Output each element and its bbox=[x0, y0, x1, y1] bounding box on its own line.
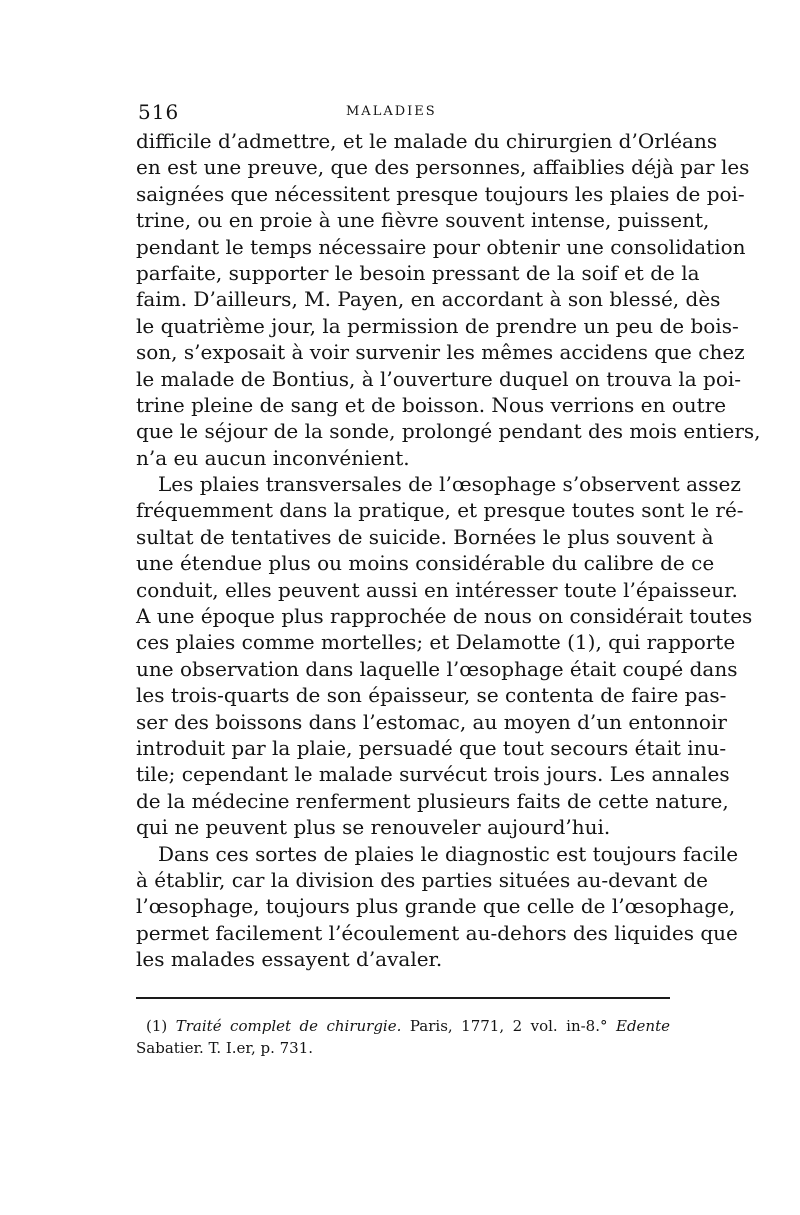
text-line: de la médecine renferment plusieurs faits de cette nature, bbox=[136, 788, 729, 813]
text-line: trine pleine de sang et de boisson. Nous verrions en outre bbox=[136, 392, 727, 417]
text-line: son, s’exposait à voir survenir les mêmes accidens que chez bbox=[136, 340, 745, 365]
text-line: sultat de tentatives de suicide. Bornées le plus souvent à bbox=[136, 524, 714, 549]
running-title: MALADIES bbox=[346, 104, 437, 119]
footnote-details: Paris, 1771, 2 vol. in-8.° bbox=[401, 1017, 608, 1035]
text-line: à établir, car la division des parties situées au-devant de bbox=[136, 867, 708, 892]
footnote-edition: Edente bbox=[616, 1017, 670, 1035]
text-line: une étendue plus ou moins considérable du calibre de ce bbox=[136, 551, 715, 576]
text-line: ser des boissons dans l’estomac, au moyen d’un entonnoir bbox=[136, 709, 727, 734]
text-line-paragraph-end: les malades essayent d’avaler. bbox=[136, 947, 443, 972]
body-text bbox=[136, 128, 761, 973]
text-line: saignées que nécessitent presque toujours les plaies de poi- bbox=[136, 181, 745, 206]
footnote-title: Traité complet de chirurgie. bbox=[175, 1017, 402, 1035]
text-line-paragraph-start: Les plaies transversales de l’œsophage s’observent assez bbox=[158, 472, 741, 497]
text-line-paragraph-start: Dans ces sortes de plaies le diagnostic est toujours facile bbox=[158, 841, 739, 866]
text-line: le malade de Bontius, à l’ouverture duquel on trouva la poi- bbox=[136, 366, 742, 391]
text-line: ces plaies comme mortelles; et Delamotte (1), qui rapporte bbox=[136, 630, 736, 655]
text-line-paragraph-end: n’a eu aucun inconvénient. bbox=[136, 445, 410, 470]
text-line: faim. D’ailleurs, M. Payen, en accordant à son blessé, dès bbox=[136, 287, 721, 312]
text-line: parfaite, supporter le besoin pressant de la soif et de la bbox=[136, 260, 700, 285]
text-line: A une époque plus rapprochée de nous on considérait toutes bbox=[136, 604, 753, 629]
text-line: fréquemment dans la pratique, et presque toutes sont le ré- bbox=[136, 498, 744, 523]
text-line: une observation dans laquelle l’œsophage était coupé dans bbox=[136, 656, 738, 681]
text-line: permet facilement l’écoulement au-dehors des liquides que bbox=[136, 920, 738, 945]
text-line: difficile d’admettre, et le malade du chirurgien d’Orléans bbox=[136, 129, 718, 153]
footnote-line-2: Sabatier. T. I.er, p. 731. bbox=[136, 1039, 314, 1057]
text-line: les trois-quarts de son épaisseur, se contenta de faire pas- bbox=[136, 683, 727, 708]
text-line: l’œsophage, toujours plus grande que celle de l’œsophage, bbox=[136, 894, 736, 919]
text-line: que le séjour de la sonde, prolongé pendant des mois entiers, bbox=[136, 419, 761, 444]
footnote-line bbox=[136, 1015, 670, 1037]
page-number: 516 bbox=[138, 100, 180, 124]
text-line: en est une preuve, que des personnes, affaiblies déjà par les bbox=[136, 155, 750, 180]
text-line: tile; cependant le malade survécut trois jours. Les annales bbox=[136, 762, 730, 787]
running-head bbox=[136, 94, 676, 124]
text-line: pendant le temps nécessaire pour obtenir une consolidation bbox=[136, 234, 746, 259]
text-line: trine, ou en proie à une fièvre souvent intense, puissent, bbox=[136, 208, 710, 233]
footnote-marker: (1) bbox=[146, 1017, 168, 1035]
text-line: le quatrième jour, la permission de prendre un peu de bois- bbox=[136, 313, 739, 338]
text-line-paragraph-end: qui ne peuvent plus se renouveler aujourd’hui. bbox=[136, 815, 611, 840]
text-line: conduit, elles peuvent aussi en intéresser toute l’épaisseur. bbox=[136, 577, 738, 602]
footnote-rule bbox=[136, 997, 670, 999]
text-line: introduit par la plaie, persuadé que tout secours était inu- bbox=[136, 735, 727, 760]
footnote bbox=[136, 1015, 670, 1059]
